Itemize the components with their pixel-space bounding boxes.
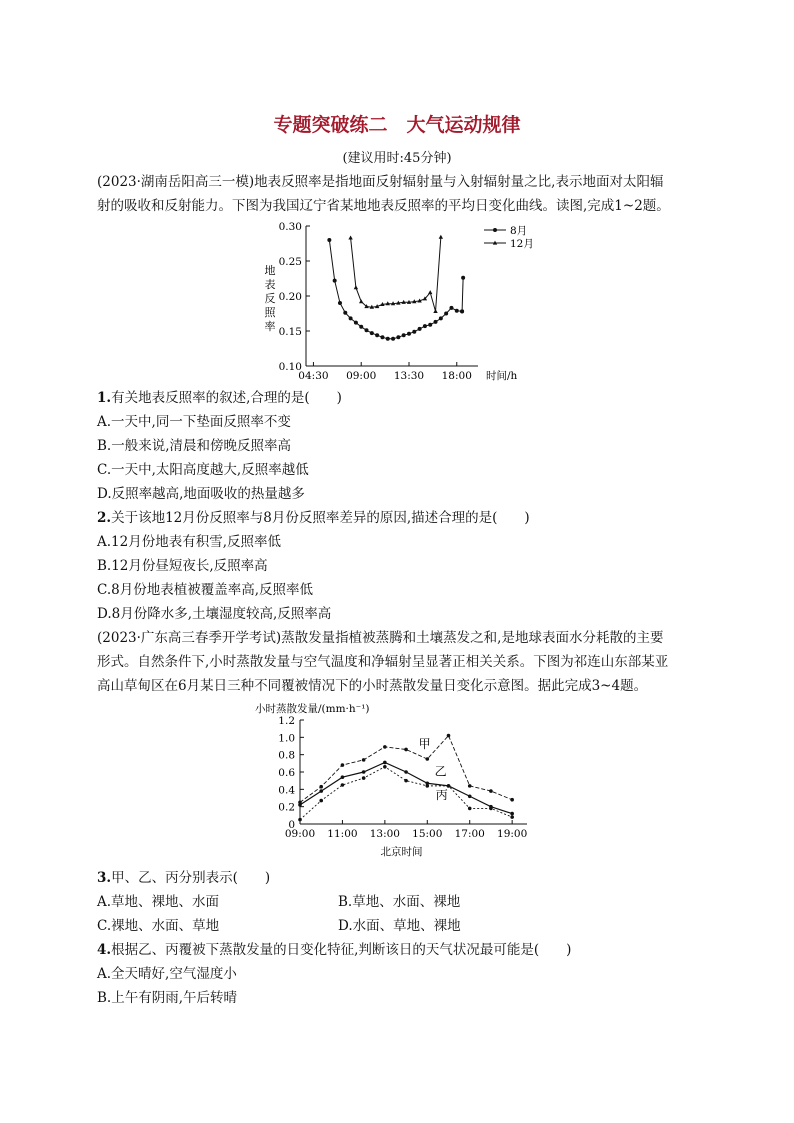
data-point-0: [444, 312, 448, 316]
data-point-丙: [341, 783, 345, 787]
data-point-0: [354, 321, 358, 325]
data-point-0: [428, 323, 432, 327]
data-point-0: [333, 279, 337, 283]
data-point-丙: [383, 765, 387, 769]
data-point-甲: [341, 763, 345, 767]
y-tick-label: 0.10: [278, 361, 302, 373]
data-point-甲: [425, 757, 429, 761]
data-point-乙: [319, 789, 323, 793]
data-point-1: [439, 235, 443, 239]
data-point-乙: [510, 812, 514, 816]
intro2-line-1: (2023·广东高三春季开学考试)蒸散发量指植被蒸腾和土壤蒸发之和,是地球表面水分耗散的主要: [97, 630, 664, 646]
x-tick-label: 13:30: [393, 370, 425, 382]
q2-option-c: C.8月份地表植被覆盖率高,反照率低: [97, 582, 314, 598]
data-point-1: [359, 299, 363, 303]
q1-option-d: D.反照率越高,地面吸收的热量越多: [97, 486, 305, 502]
intro2-line-2: 形式。自然条件下,小时蒸散发量与空气温度和净辐射呈显著正相关关系。下图为祁连山东部某亚: [97, 654, 669, 670]
data-point-0: [402, 333, 406, 337]
data-point-0: [386, 337, 390, 341]
data-point-乙: [298, 803, 302, 807]
x-tick-label: 15:00: [412, 828, 443, 840]
data-point-甲: [319, 785, 323, 789]
data-point-甲: [489, 789, 493, 793]
q3-number: 3.: [97, 870, 112, 886]
q1-option-a: A.一天中,同一下垫面反照率不变: [97, 414, 291, 430]
data-point-2: [460, 309, 464, 313]
data-point-0: [365, 328, 369, 332]
y-axis-label-char: 率: [264, 320, 276, 333]
series-annotation-1: 乙: [434, 764, 447, 779]
x-tick-label: 11:00: [327, 828, 358, 840]
data-point-0: [349, 316, 353, 320]
data-point-1: [433, 309, 437, 313]
x-tick-label: 09:00: [346, 370, 377, 382]
q2-option-b: B.12月份昼短夜长,反照率高: [97, 558, 268, 574]
x-tick-label: 17:00: [454, 828, 485, 840]
data-point-乙: [341, 775, 345, 779]
data-point-丙: [362, 776, 366, 780]
data-point-0: [375, 333, 379, 337]
data-point-甲: [447, 734, 451, 738]
q4-option-a: A.全天晴好,空气湿度小: [97, 966, 237, 982]
data-point-0: [449, 306, 453, 310]
q1-stem: [97, 386, 342, 410]
y-tick-label: 0.4: [278, 784, 295, 797]
series-annotation-0: 甲: [418, 737, 431, 751]
q2-option-d: D.8月份降水多,土壤湿度较高,反照率高: [97, 606, 332, 622]
data-point-乙: [468, 794, 472, 798]
series-line-2: [462, 278, 463, 312]
data-point-0: [455, 309, 459, 313]
x-tick-label: 04:30: [298, 370, 329, 382]
q3-option-d: D.水面、草地、裸地: [338, 918, 461, 934]
y-axis-label-char: 反: [264, 292, 276, 305]
y-tick-label: 1.2: [278, 715, 295, 727]
data-point-0: [370, 331, 374, 335]
intro1-line-1: (2023·湖南岳阳高三一模)地表反照率是指地面反射辐射量与入射辐射量之比,表示地面对太阳辐: [97, 174, 664, 190]
albedo-chart: [258, 218, 534, 383]
x-tick-label: 19:00: [497, 828, 528, 840]
legend-label-aug: 8月: [510, 225, 528, 237]
q1-text: 有关地表反照率的叙述,合理的是( ): [111, 390, 342, 406]
q4-stem: [97, 938, 571, 962]
data-point-0: [434, 320, 438, 324]
y-tick-label: 0: [288, 819, 295, 831]
q2-text: 关于该地12月份反照率与8月份反照率差异的原因,描述合理的是( ): [111, 510, 530, 526]
data-point-1: [354, 285, 358, 289]
data-point-0: [343, 311, 347, 315]
data-point-0: [391, 337, 395, 341]
q3-text: 甲、乙、丙分别表示( ): [111, 870, 271, 886]
y-axis-title: 小时蒸散发量/(mm·h⁻¹): [255, 703, 370, 715]
data-point-甲: [468, 784, 472, 788]
page-title: 专题突破练二 大气运动规律: [273, 114, 521, 136]
data-point-丙: [404, 779, 408, 783]
q2-option-a: A.12月份地表有积雪,反照率低: [97, 534, 282, 550]
data-point-丙: [489, 807, 493, 811]
q3-option-c: C.裸地、水面、草地: [97, 918, 220, 934]
data-point-0: [407, 332, 411, 336]
data-point-0: [423, 324, 427, 328]
data-point-0: [412, 330, 416, 334]
x-axis-title: 北京时间: [380, 846, 423, 858]
x-tick-label: 13:00: [369, 828, 400, 840]
y-tick-label: 0.6: [278, 767, 295, 779]
data-point-丙: [468, 807, 472, 811]
series-annotation-2: 丙: [435, 787, 448, 802]
y-tick-label: 0.30: [278, 221, 302, 233]
data-point-1: [428, 290, 432, 294]
y-axis-label-char: 地: [264, 264, 276, 277]
data-point-0: [359, 325, 363, 329]
evapotranspiration-chart: [255, 700, 545, 862]
q3-stem: [97, 866, 270, 890]
q1-option-c: C.一天中,太阳高度越大,反照率越低: [97, 462, 309, 478]
data-point-0: [418, 327, 422, 331]
q4-option-b: B.上午有阴雨,午后转晴: [97, 990, 238, 1006]
x-tick-label: 09:00: [284, 828, 316, 840]
data-point-2: [461, 276, 465, 280]
data-point-0: [396, 335, 400, 339]
y-tick-label: 0.15: [278, 326, 302, 338]
y-tick-label: 0.20: [278, 291, 302, 303]
series-line-乙: [300, 762, 512, 813]
data-point-0: [338, 301, 342, 305]
series-line-丙: [300, 767, 512, 820]
data-point-丙: [510, 815, 514, 819]
data-point-1: [348, 236, 352, 240]
legend-marker-aug: [493, 228, 497, 232]
q3-option-b: B.草地、水面、裸地: [338, 894, 461, 910]
q1-option-b: B.一般来说,清晨和傍晚反照率高: [97, 438, 292, 454]
data-point-甲: [362, 758, 366, 762]
q2-stem: [97, 506, 530, 530]
data-point-乙: [362, 770, 366, 774]
x-tick-label: 18:00: [441, 370, 472, 382]
data-point-甲: [404, 748, 408, 752]
data-point-乙: [404, 770, 408, 774]
data-point-乙: [383, 761, 387, 765]
y-tick-label: 0.2: [278, 801, 295, 814]
y-tick-label: 1.0: [278, 732, 295, 745]
data-point-丙: [319, 799, 323, 803]
q3-option-a: A.草地、裸地、水面: [97, 894, 220, 910]
q4-number: 4.: [97, 942, 112, 958]
q4-text: 根据乙、丙覆被下蒸散发量的日变化特征,判断该日的天气状况最可能是( ): [111, 942, 572, 958]
data-point-0: [439, 316, 443, 320]
y-axis-label-char: 照: [264, 306, 276, 319]
series-line-1: [351, 237, 441, 311]
intro1-line-2: 射的吸收和反射能力。下图为我国辽宁省某地地表反照率的平均日变化曲线。读图,完成1~2题。: [97, 198, 670, 214]
legend-label-dec: 12月: [510, 238, 534, 250]
q2-number: 2.: [97, 510, 112, 526]
y-axis-label-char: 表: [264, 278, 276, 291]
data-point-甲: [383, 745, 387, 749]
data-point-甲: [510, 798, 514, 802]
intro2-line-3: 高山草甸区在6月某日三种不同覆被情况下的小时蒸散发量日变化示意图。据此完成3~4题。: [97, 678, 648, 694]
series-line-0: [329, 240, 462, 339]
y-tick-label: 0.25: [278, 256, 302, 268]
x-axis-label: 时间/h: [486, 370, 518, 382]
data-point-丙: [425, 784, 429, 788]
q1-number: 1.: [97, 390, 112, 406]
data-point-0: [380, 335, 384, 339]
y-tick-label: 0.8: [278, 749, 295, 762]
data-point-0: [327, 238, 331, 242]
time-suggestion: (建议用时:45分钟): [342, 151, 452, 166]
data-point-丙: [298, 818, 302, 822]
